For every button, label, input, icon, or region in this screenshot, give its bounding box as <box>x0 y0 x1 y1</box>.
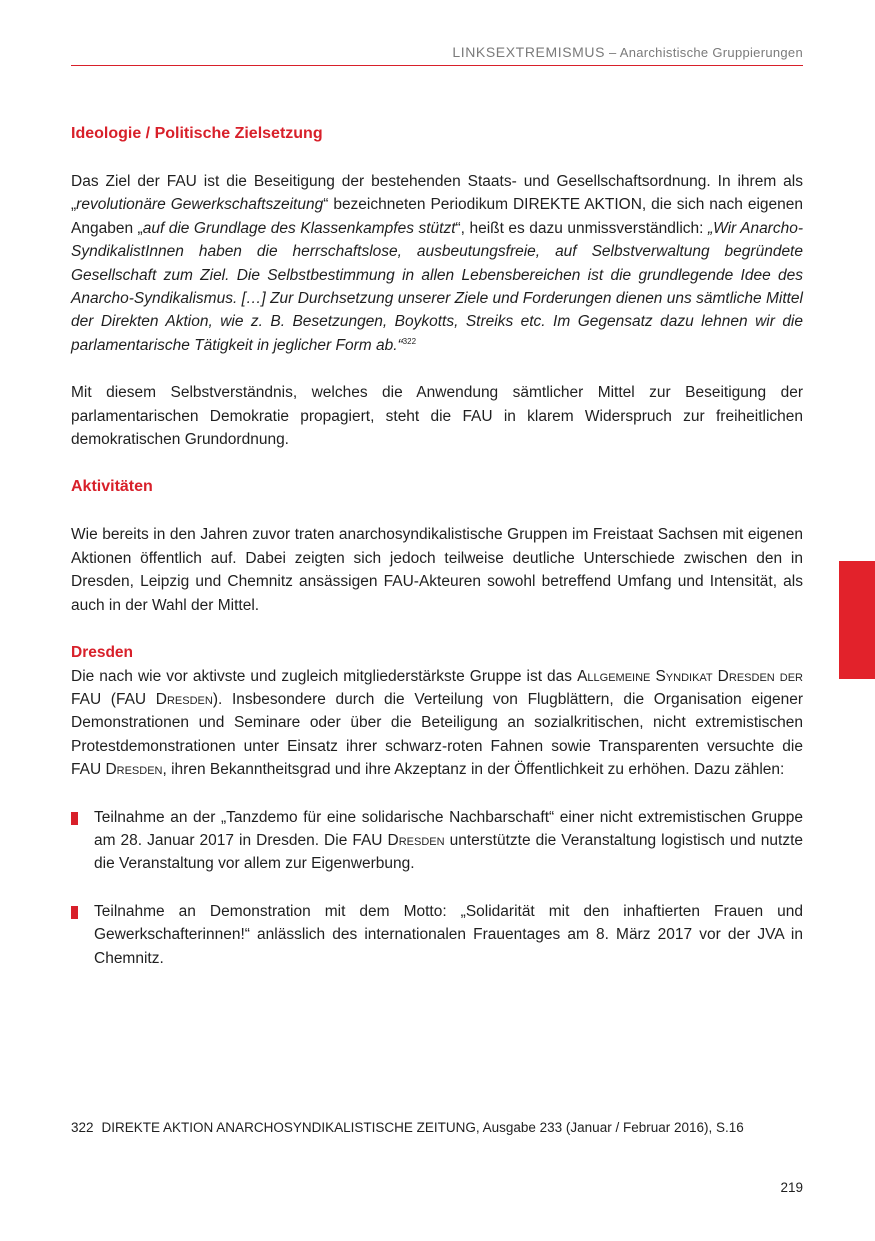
chapter-tab-marker <box>839 561 875 679</box>
bullet-square-icon <box>71 906 78 919</box>
main-content <box>71 122 803 970</box>
header-section: Anarchistische Gruppierungen <box>619 45 803 60</box>
paragraph-dresden: Die nach wie vor aktivste und zugleich mitgliederstärkste Gruppe ist das Allgemeine Syndikat Dresden der FAU (FAU Dresden). Insbesondere durch die Verteilung von Flugblättern, die Organisation eigener Demonstrationen und Seminare oder über die Beteiligung an sozialkritischen, nicht extremistischen Protestdemonstrationen unter Einsatz ihrer schwarz-roten Fahnen sowie Transparenten versuchte die FAU Dresden, ihren Bekanntheitsgrad und ihre Akzeptanz in der Öffentlichkeit zu erhöhen. Dazu zählen: <box>71 667 803 779</box>
running-header <box>71 44 803 66</box>
paragraph-ziel: Das Ziel der FAU ist die Beseitigung der bestehenden Staats- und Gesellschaftsordnung. In ihrem als „revolutionäre Gewerkschaftszeitung“ bezeichneten Periodikum DIREKTE AKTION, die sich nach eigenen Angaben „auf die Grundlage des Klassenkampfes stützt“, heißt es dazu unmissverständlich: „Wir Anarcho-SyndikalistInnen haben die herrschaftslose, ausbeutungsfreie, auf Selbstverwaltung begründete Gesellschaft zum Ziel. Die Selbstbestimmung in allen Lebensbereichen ist die grundlegende Idee des Anarcho-Syndikalismus. […] Zur Durchsetzung unserer Ziele und Forderungen dienen uns sämtliche Mittel der Direkten Aktion, wie z. B. Besetzungen, Boykotts, Streiks etc. Im Gegensatz dazu lehnen wir die parlamentarische Tätigkeit in jeglicher Form ab.“$^{322}$ <box>71 173 803 354</box>
header-chapter: LINKSEXTREMISMUS <box>452 44 606 60</box>
footnote <box>71 1118 803 1138</box>
paragraph-selbstverstaendnis: Mit diesem Selbstverständnis, welches die Anwendung sämtlicher Mittel zur Beseitigung der parlamentarischen Demokratie propagiert, steht die FAU in klarem Widerspruch zur freiheitlichen demokratischen Grundordnung. <box>71 384 803 449</box>
page-number: 219 <box>780 1180 803 1195</box>
subsection-title-dresden: Dresden <box>71 644 134 662</box>
section-title-aktivitaeten: Aktivitäten <box>71 478 153 496</box>
activity-list <box>71 806 803 970</box>
header-separator: – <box>605 45 620 60</box>
list-item: Teilnahme an Demonstration mit dem Motto: „Solidarität mit den inhaftierten Frauen und Gewerkschafterinnen!“ anlässlich des internationalen Frauentages am 8. März 2017 vor der JVA in Chemnitz. <box>71 900 803 970</box>
footnote-text: DIREKTE AKTION ANARCHOSYNDIKALISTISCHE ZEITUNG, Ausgabe 233 (Januar / Februar 2016), S.16 <box>101 1120 744 1135</box>
quote: „Wir Anarcho-SyndikalistInnen haben die herrschaftslose, ausbeutungsfreie, auf Selbstverwaltung begründete Gesellschaft zum Ziel. Die Selbstbestimmung in allen Lebensbereichen ist die grundlegende Idee des Anarcho-Syndikalismus. […] Zur Durchsetzung unserer Ziele und Forderungen dienen uns sämtliche Mittel der Direkten Aktion, wie z. B. Besetzungen, Boykotts, Streiks etc. Im Gegensatz dazu lehnen wir die parlamentarische Tätigkeit in jeglicher Form ab.“ <box>71 219 803 354</box>
section-title-ideologie: Ideologie / Politische Zielsetzung <box>71 125 323 142</box>
bullet-square-icon <box>71 812 78 825</box>
footnote-reference: 322 <box>402 336 417 346</box>
list-item: Teilnahme an der „Tanzdemo für eine solidarische Nachbarschaft“ einer nicht extremistischen Gruppe am 28. Januar 2017 in Dresden. Die FAU Dresden unterstützte die Veranstaltung logistisch und nutzte die Veranstaltung vor allem zur Eigenwerbung. <box>71 806 803 876</box>
footnote-number: 322 <box>71 1120 94 1135</box>
paragraph-aktivitaeten: Wie bereits in den Jahren zuvor traten anarchosyndikalistische Gruppen im Freistaat Sachsen mit eigenen Aktionen öffentlich auf. Dabei zeigten sich jedoch teilweise deutliche Unterschiede zwischen den in Dresden, Leipzig und Chemnitz ansässigen FAU-Akteuren sowohl betreffend Umfang und Intensität, als auch in der Wahl der Mittel. <box>71 526 803 614</box>
